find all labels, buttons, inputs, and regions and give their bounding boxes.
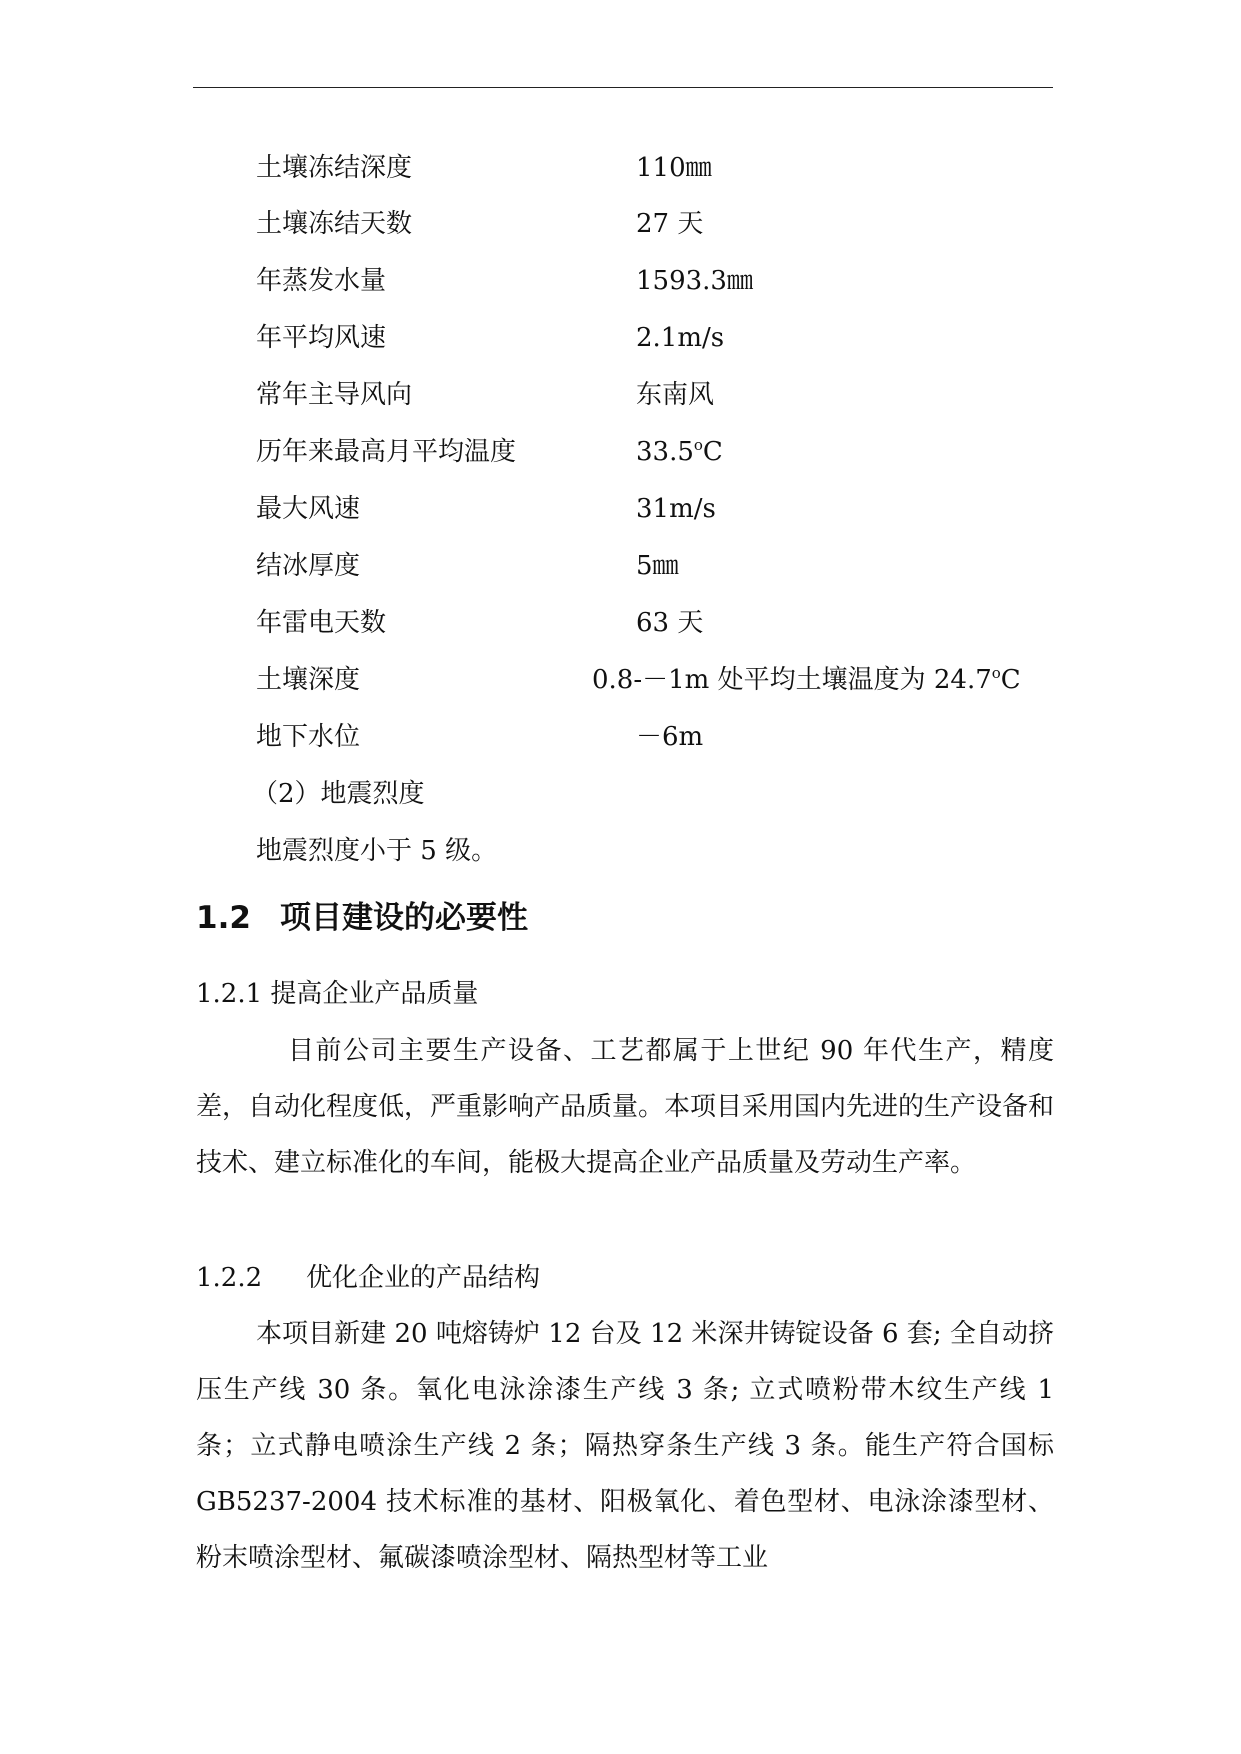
- value-number: 33.5: [636, 437, 694, 467]
- climate-value: 27 天: [636, 209, 704, 239]
- climate-label: 土壤深度: [256, 665, 361, 695]
- climate-row: [0, 204, 1241, 244]
- value-number: 0.8-－1m 处平均土壤温度为 24.7: [592, 665, 992, 695]
- header-rule: [193, 87, 1053, 88]
- subsection-heading: [196, 1258, 540, 1298]
- climate-label: 结冰厚度: [256, 551, 361, 581]
- climate-label: 年蒸发水量: [256, 266, 387, 296]
- climate-label: 土壤冻结深度: [256, 153, 413, 183]
- section-title: 项目建设的必要性: [280, 900, 528, 936]
- climate-row: [0, 546, 1241, 586]
- climate-value: 63 天: [636, 608, 704, 638]
- seismic-heading: （2）地震烈度: [252, 779, 425, 809]
- climate-label: 地下水位: [256, 722, 361, 752]
- climate-label: 年雷电天数: [256, 608, 387, 638]
- climate-row: [0, 318, 1241, 358]
- climate-row: [0, 432, 1241, 472]
- degree-sup: o: [693, 436, 703, 454]
- climate-value: [636, 432, 723, 472]
- subsection-number: 1.2.2: [196, 1263, 263, 1293]
- climate-value: 2.1m/s: [636, 323, 725, 353]
- climate-label: 历年来最高月平均温度: [256, 437, 517, 467]
- climate-row: [0, 717, 1241, 757]
- climate-label: 最大风速: [256, 494, 361, 524]
- climate-row: [0, 148, 1241, 188]
- climate-row: [0, 660, 1241, 700]
- climate-value: 东南风: [636, 380, 715, 410]
- climate-value: 110㎜: [636, 153, 712, 183]
- climate-value: 1593.3㎜: [636, 266, 753, 296]
- subsection-title: 优化企业的产品结构: [306, 1263, 541, 1293]
- climate-value: 5㎜: [636, 551, 679, 581]
- seismic-text: 地震烈度小于 5 级。: [256, 836, 498, 866]
- climate-label: 常年主导风向: [256, 380, 413, 410]
- value-unit: C: [702, 437, 723, 467]
- section-heading: [196, 896, 528, 940]
- climate-value: 31m/s: [636, 494, 716, 524]
- climate-row: [0, 375, 1241, 415]
- subsection-heading: 1.2.1 提高企业产品质量: [196, 979, 479, 1009]
- climate-label: 年平均风速: [256, 323, 387, 353]
- climate-value: －6m: [636, 722, 704, 752]
- paragraph: 本项目新建 20 吨熔铸炉 12 台及 12 米深井铸锭设备 6 套; 全自动挤压生产线 30 条。氧化电泳涂漆生产线 3 条; 立式喷粉带木纹生产线 1 条；立式静电喷涂生产线 2 条；隔热穿条生产线 3 条。能生产符合国标 GB5237-2004 技术标准的基材、阳极氧化、着色型材、电泳涂漆型材、粉末喷涂型材、氟碳漆喷涂型材、隔热型材等工业: [196, 1319, 1054, 1573]
- paragraph: 目前公司主要生产设备、工艺都属于上世纪 90 年代生产，精度差，自动化程度低，严重影响产品质量。本项目采用国内先进的生产设备和技术、建立标准化的车间，能极大提高企业产品质量及劳动生产率。: [196, 1036, 1055, 1178]
- section-number: 1.2: [196, 900, 251, 936]
- value-unit: C: [1000, 665, 1021, 695]
- climate-row: [0, 603, 1241, 643]
- climate-value: [592, 660, 1021, 700]
- climate-label: 土壤冻结天数: [256, 209, 413, 239]
- climate-row: [0, 261, 1241, 301]
- degree-sup: o: [991, 664, 1001, 682]
- climate-row: [0, 489, 1241, 529]
